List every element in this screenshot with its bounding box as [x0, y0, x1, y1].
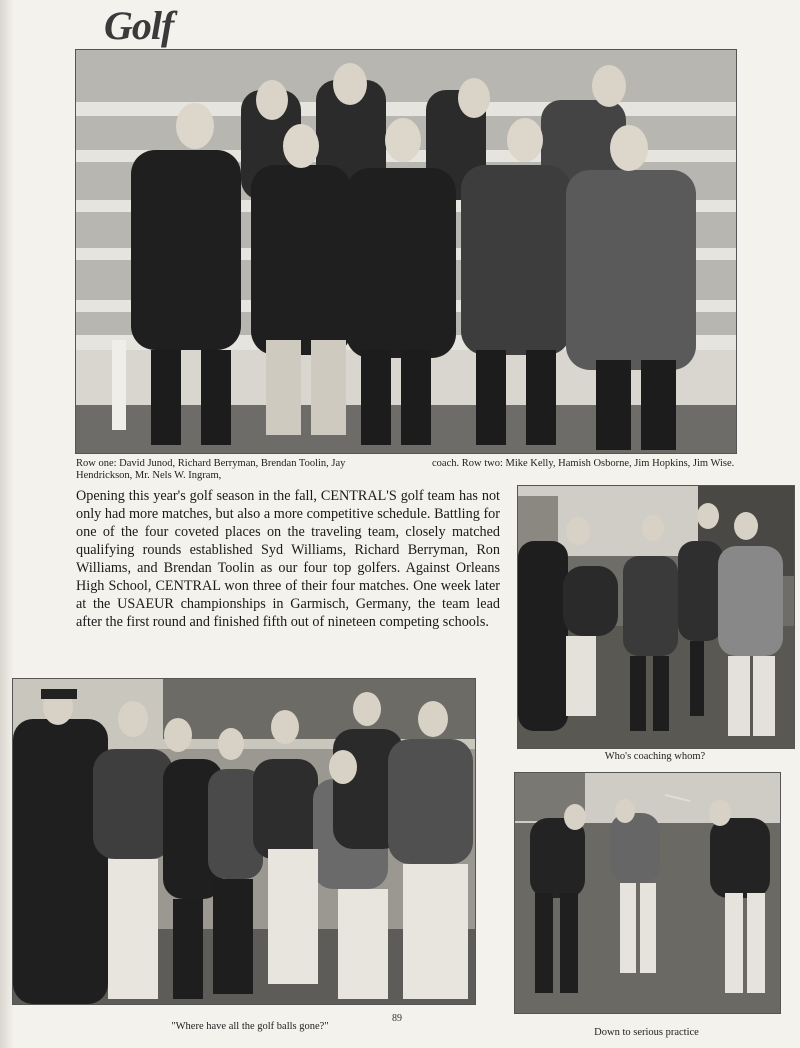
- coaching-caption: Who's coaching whom?: [604, 751, 706, 762]
- group-photo: [12, 678, 476, 1005]
- team-photo-image: [76, 50, 736, 453]
- group-photo-image: [13, 679, 475, 1004]
- article-body: Opening this year's golf season in the fall, CENTRAL'S golf team has not only had more matches, but also a more competitive schedule. Battling for one of the four coveted places on the traveling team, closely matched qualifying rounds established Syd Williams, Richard Berryman, Ron Williams, and Brendan Toolin as our four top golfers. Against Orleans High School, CENTRAL won three of their four matches. One week later at the USAEUR championships in Garmisch, Germany, the team lead after the first round and finished fifth out of nineteen competing schools.: [76, 488, 500, 630]
- practice-photo: [514, 772, 781, 1014]
- practice-caption: Down to serious practice: [594, 1027, 699, 1038]
- page-number: 89: [392, 1013, 402, 1024]
- coaching-photo: [517, 485, 795, 749]
- team-photo: [75, 49, 737, 454]
- team-caption-left: Row one: David Junod, Richard Berryman, Brendan Toolin, Jay Hendrickson, Mr. Nels W. Ingram,: [76, 458, 346, 481]
- practice-photo-image: [515, 773, 780, 1013]
- group-caption: "Where have all the golf balls gone?": [171, 1021, 329, 1032]
- team-caption-right: coach. Row two: Mike Kelly, Hamish Osborne, Jim Hopkins, Jim Wise.: [432, 458, 735, 469]
- coaching-photo-image: [518, 486, 794, 748]
- page-title: Golf: [104, 3, 174, 48]
